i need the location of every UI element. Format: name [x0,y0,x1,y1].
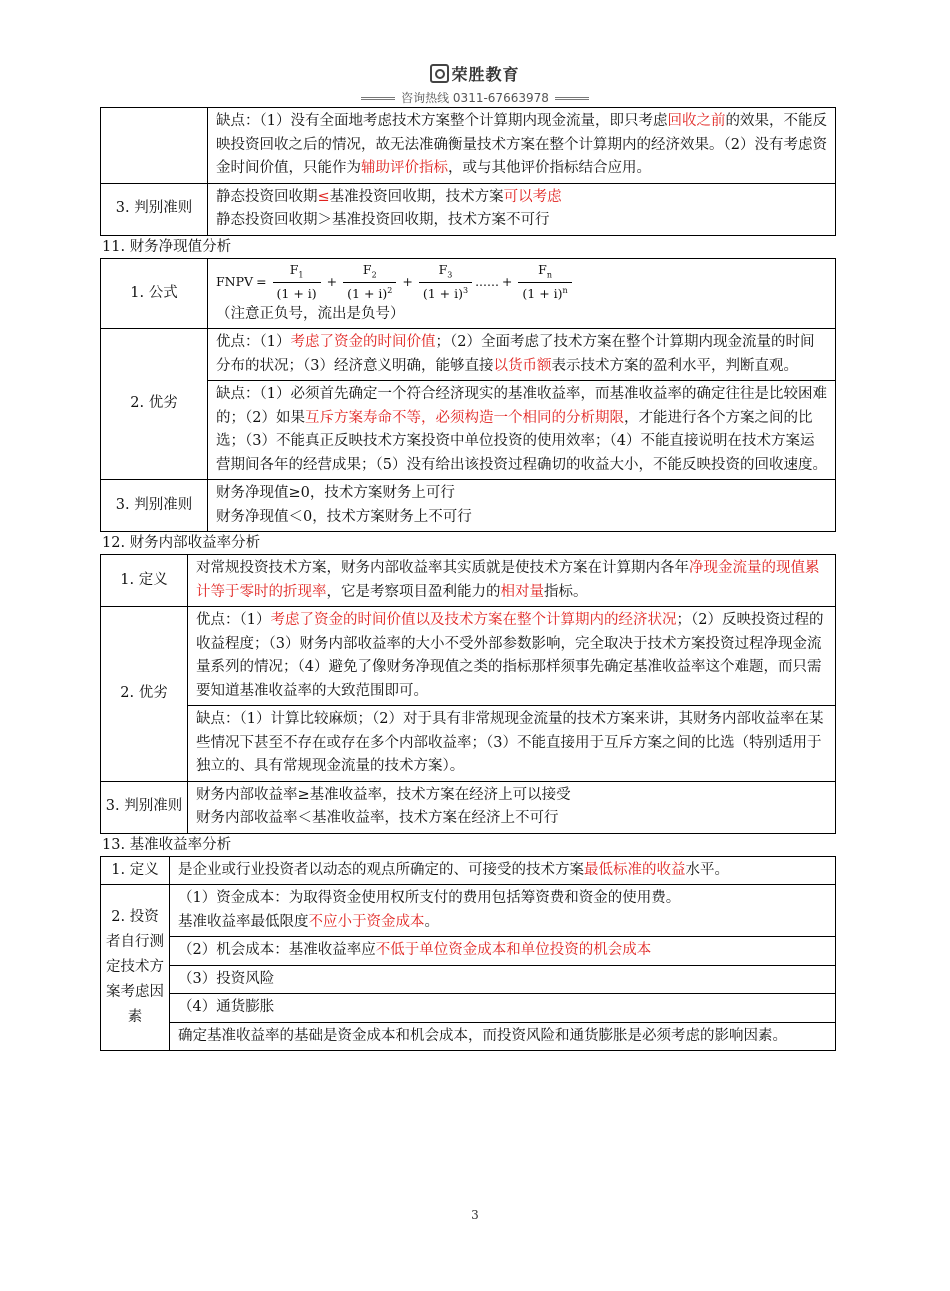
fnpv-disadvantage [208,381,836,480]
body-text: 对常规投资技术方案，财务内部收益率其实质就是使技术方案在计算期内各年 [196,560,689,576]
formula-plus: + [326,273,338,289]
body-text: 的效果，不能反映投资回收之后的情况，故无法准确衡量技术方案在整个计算期内的经济效果。（2）没有考虑资金时间价值，只能作为 [216,113,827,176]
body-text: 。 [424,913,439,930]
formula-note: （注意正负号，流出是负号） [216,305,405,322]
firr-criterion [188,781,836,833]
static-payback-table [100,107,836,236]
hotline-text: 咨询热线 0311-67663978 [401,91,549,105]
factor-capital-cost-line-2 [178,911,827,935]
firr-definition [188,555,836,607]
criterion-line-2: 静态投资回收期＞基准投资回收期，技术方案不可行 [216,212,550,228]
static-payback-disadvantage [208,108,836,184]
formula-plus: + [501,273,513,289]
body-text: 优点：（1） [196,612,271,628]
section-13-title: 13. 基准收益率分析 [102,836,232,853]
formula-label: 1. 公式 [101,258,208,329]
body-text: ，它是考察项目盈利能力的 [326,583,501,600]
factor-investment-risk: （3）投资风险 [170,965,836,994]
fraction-3: $\frac{F_3}{(1 + i)^3}$ [419,262,472,302]
highlighted-text: ≤ [317,188,330,205]
body-text: 水平。 [685,861,729,878]
highlighted-text: 考虑了资金的时间价值 [290,334,436,350]
page-header [0,62,950,106]
criterion-label: 3. 判别准则 [101,183,208,235]
highlighted-text: 最低标准的收益 [584,861,686,878]
section-11-title: 11. 财务净现值分析 [102,238,232,255]
page-number: 3 [471,1208,479,1222]
highlighted-text: 相对量 [500,583,544,600]
body-text: 基准投资回收期，技术方案 [329,188,504,205]
body-text: ，才能进行各个方案之间的比选；（3）不能真正反映技术方案投资中单位投资的使用效率；（4）不能直接说明在技术方案运营期间各年的经营成果；（5）没有给出该投资过程确切的收益大小，不能反映投资的回收速度。 [216,409,827,473]
body-text: ，或与其他评价指标结合应用。 [448,160,651,176]
brand-logo-icon [430,64,449,83]
factor-inflation: （4）通货膨胀 [170,994,836,1023]
definition-label: 1. 定义 [101,856,170,885]
highlighted-text: 以货币额 [493,357,552,374]
formula-plus: + [402,273,413,289]
body-text: 优点：（1） [216,334,291,350]
body-text: （2）机会成本：基准收益率应 [178,942,376,958]
body-text: 缺点：（1）必须首先确定一个符合经济现实的基准收益率，而基准收益率的确定往往是比较困难的；（2）如果 [216,386,827,426]
firr-advantage [188,607,836,706]
criterion-label: 3. 判别准则 [101,781,188,833]
fnpv-advantage [208,329,836,381]
pros-cons-label: 2. 优劣 [101,329,208,480]
body-text: ；（2）反映投资过程的收益程度；（3）财务内部收益率的大小不受外部参数影响，完全取决于技术方案投资过程净现金流量系列的情况；（4）避免了像财务净现值之类的指标那样须事先确定基准收益率这个难题，而只需要知道基准收益率的大致范围即可。 [196,612,824,699]
highlighted-text: 可以考虑 [503,188,562,205]
body-text: 基准收益率最低限度 [178,913,309,930]
factor-capital-cost-line-1: （1）资金成本：为取得资金使用权所支付的费用包括筹资费和资金的使用费。 [178,890,681,906]
body-text: 表示技术方案的盈利水平，判断直观。 [551,357,798,374]
fraction-1: $\frac{F_1}{(1 + i)}$ [273,262,321,302]
criterion-line-1: 财务内部收益率≥基准收益率，技术方案在经济上可以接受 [196,786,571,803]
fnpv-formula-cell [208,258,836,329]
highlighted-text: 考虑了资金的时间价值以及技术方案在整个计算期内的经济状况 [270,612,677,628]
document-body [100,107,836,1051]
brand-logo [0,62,950,85]
firr-disadvantage [188,706,836,782]
criterion-line-1 [216,186,827,210]
highlighted-text: 净现金流量的现值累计等于零时的折现率 [196,560,820,600]
body-text: ；（2）全面考虑了技术方案在整个计算期内现金流量的时间分布的状况；（3）经济意义明确，能够直接 [216,334,815,374]
fnpv-criterion [208,480,836,532]
highlighted-text: 辅助评价指标 [361,160,448,176]
fnpv-table [100,258,836,533]
formula-equals: = [256,273,267,289]
static-payback-criterion [208,183,836,235]
fraction-n: $\frac{F_n}{(1 + i)^n}$ [518,262,571,302]
criterion-line-1: 财务净现值≥0，技术方案财务上可行 [216,485,455,501]
brand-name: 荣胜教育 [451,65,520,84]
benchmark-definition [170,856,836,885]
highlighted-text: 不低于单位资金成本和单位投资的机会成本 [375,942,652,958]
factor-capital-cost [170,885,836,937]
factors-label: 2. 投资者自行测定技术方案考虑因素 [101,885,170,1051]
body-text: 是企业或行业投资者以动态的观点所确定的、可接受的技术方案 [178,861,584,878]
criterion-label: 3. 判别准则 [101,480,208,532]
factor-opportunity-cost [170,937,836,966]
firr-table [100,554,836,834]
body-text: 静态投资回收期 [216,188,318,205]
pros-cons-label: 2. 优劣 [101,607,188,782]
formula-dots: ...... [475,273,499,289]
definition-label: 1. 定义 [101,555,188,607]
hotline [0,89,950,106]
criterion-line-2: 财务内部收益率＜基准收益率，技术方案在经济上不可行 [196,810,559,826]
benchmark-rate-table [100,856,836,1052]
body-text: 指标。 [544,583,588,600]
section-12-title: 12. 财务内部收益率分析 [102,535,261,551]
body-text: 缺点：（1）没有全面地考虑技术方案整个计算期内现金流量，即只考虑 [216,113,668,129]
empty-label-cell [101,108,208,184]
highlighted-text: 回收之前 [667,113,726,129]
factors-summary: 确定基准收益率的基础是资金成本和机会成本，而投资风险和通货膨胀是必须考虑的影响因素。 [170,1022,836,1051]
formula-lhs: FNPV [216,273,254,289]
criterion-line-2: 财务净现值＜0，技术方案财务上不可行 [216,508,472,525]
fraction-2: $\frac{F_2}{(1 + i)^2}$ [343,262,396,302]
highlighted-text: 互斥方案寿命不等，必须构造一个相同的分析期限 [304,409,624,426]
fnpv-formula [216,261,827,303]
highlighted-text: 不应小于资金成本 [308,913,425,930]
body-text: 缺点：（1）计算比较麻烦；（2）对于具有非常规现金流量的技术方案来讲，其财务内部收益率在某些情况下甚至不存在或存在多个内部收益率；（3）不能直接用于互斥方案之间的比选（特别适用于独立的、具有常规现金流量的技术方案）。 [196,711,824,774]
